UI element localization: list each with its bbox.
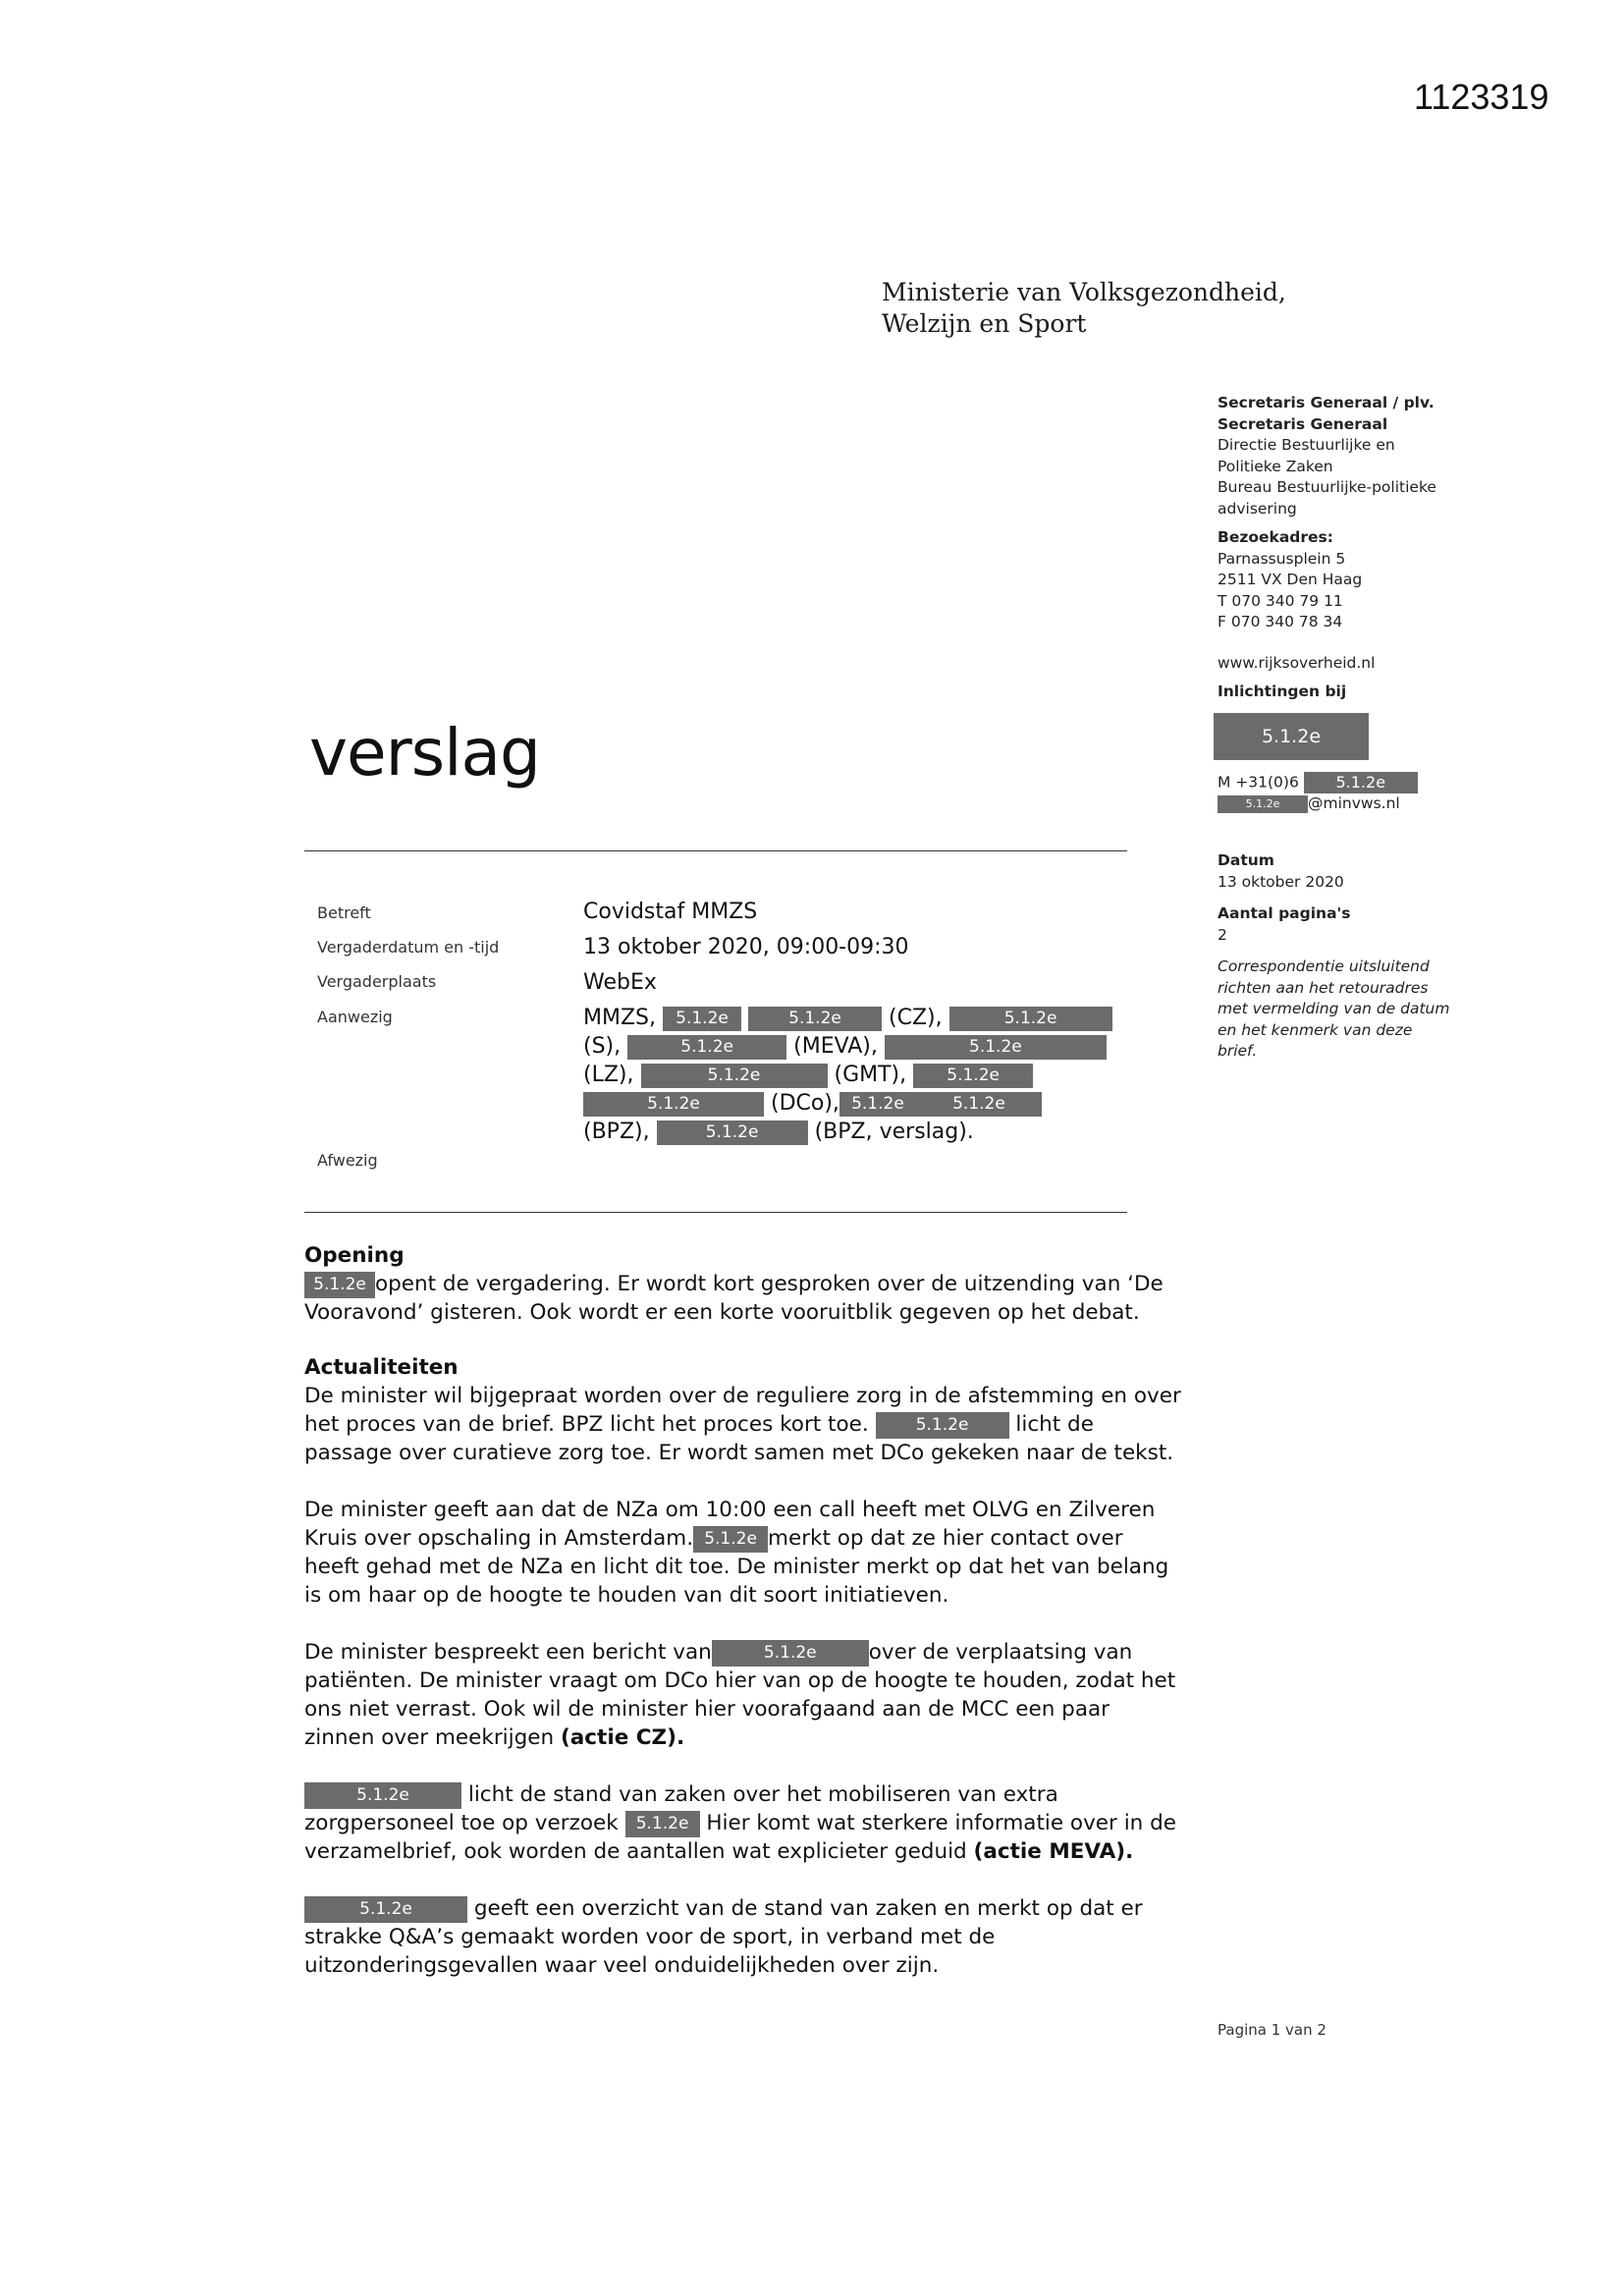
- attendee-text: (BPZ),: [583, 1120, 650, 1144]
- sidebar-email: [1218, 793, 1473, 815]
- redaction-email: 5.1.2e: [1218, 795, 1308, 813]
- subject-label: Betreft: [317, 903, 371, 922]
- note-line: en het kenmerk van deze: [1218, 1020, 1413, 1039]
- redaction: 5.1.2e: [304, 1896, 467, 1923]
- email-suffix: @minvws.nl: [1308, 794, 1400, 812]
- redaction: 5.1.2e: [657, 1121, 808, 1145]
- section-heading: Opening: [304, 1243, 405, 1268]
- website-link[interactable]: www.rijksoverheid.nl: [1218, 653, 1376, 672]
- body-line: uitzonderingsgevallen waar veel onduidelijkheden over zijn.: [304, 1953, 940, 1978]
- sidebar-department: [1218, 393, 1473, 703]
- sub-line: Bureau Bestuurlijke-politieke: [1218, 478, 1436, 496]
- sub-line: Directie Bestuurlijke en: [1218, 436, 1395, 454]
- datetime-label: Vergaderdatum en -tijd: [317, 938, 500, 957]
- redaction-contact-name: 5.1.2e: [1214, 713, 1369, 760]
- note-line: met vermelding van de datum: [1218, 1000, 1450, 1017]
- correspondence-note: [1218, 957, 1473, 1063]
- body-line: licht de: [1015, 1412, 1094, 1437]
- date-value: 13 oktober 2020: [1218, 872, 1344, 891]
- redaction: 5.1.2e: [663, 1007, 741, 1031]
- redaction: 5.1.2e: [876, 1412, 1009, 1439]
- info-label: Inlichtingen bij: [1218, 683, 1347, 700]
- body-line: licht de stand van zaken over het mobiliseren van extra: [467, 1782, 1058, 1807]
- body-line: ons niet verrast. Ook wil de minister hier voorafgaand aan de MCC een paar: [304, 1697, 1110, 1722]
- dept-line: Secretaris Generaal: [1218, 414, 1388, 433]
- opening-section: [304, 1241, 1208, 1327]
- present-label: Aanwezig: [317, 1008, 393, 1026]
- body-line: opent de vergadering. Er wordt kort gesproken over de uitzending van ‘De: [375, 1272, 1164, 1296]
- attendee-text: (LZ),: [583, 1063, 634, 1087]
- redaction: 5.1.2e: [949, 1007, 1112, 1031]
- body-line: Vooravond’ gisteren. Ook wordt er een korte vooruitblik gegeven op het debat.: [304, 1300, 1140, 1325]
- body-line: patiënten. De minister vraagt om DCo hier van op de hoogte te houden, zodat het: [304, 1668, 1176, 1693]
- address-line: Parnassusplein 5: [1218, 549, 1346, 568]
- attendee-text: (BPZ, verslag).: [814, 1120, 974, 1144]
- redaction: 5.1.2e: [913, 1064, 1033, 1088]
- redaction: 5.1.2e: [641, 1064, 828, 1088]
- attendees-list: [583, 1004, 1133, 1146]
- pages-label: Aantal pagina's: [1218, 904, 1351, 922]
- mobile-prefix: M +31(0)6: [1218, 773, 1299, 792]
- body-line: zorgpersoneel toe op verzoek: [304, 1811, 619, 1835]
- dept-line: Secretaris Generaal / plv.: [1218, 394, 1435, 411]
- attendee-text: MMZS,: [583, 1006, 656, 1030]
- attendee-text: (GMT),: [834, 1063, 907, 1087]
- absent-label: Afwezig: [317, 1151, 378, 1170]
- redaction: 5.1.2e: [693, 1526, 768, 1553]
- redaction: 5.1.2e: [916, 1092, 1042, 1117]
- redaction: 5.1.2e: [304, 1272, 375, 1298]
- attendee-text: (CZ),: [889, 1006, 943, 1030]
- place-label: Vergaderplaats: [317, 972, 437, 991]
- subject-value: Covidstaf MMZS: [583, 900, 758, 924]
- ministry-line-2: Welzijn en Sport: [882, 309, 1087, 338]
- page-number: Pagina 1 van 2: [1218, 2021, 1326, 2039]
- attendee-text: (MEVA),: [793, 1034, 878, 1059]
- attendee-text: (S),: [583, 1034, 622, 1059]
- divider-top: [304, 850, 1127, 851]
- redaction: 5.1.2e: [748, 1007, 882, 1031]
- body-line: Hier komt wat sterkere informatie over in de: [706, 1811, 1176, 1835]
- ministry-line-1: Ministerie van Volksgezondheid,: [882, 278, 1286, 306]
- sub-line: Politieke Zaken: [1218, 457, 1333, 475]
- sidebar-mobile: [1218, 772, 1473, 793]
- address-line: F 070 340 78 34: [1218, 613, 1343, 630]
- redaction: 5.1.2e: [885, 1035, 1107, 1060]
- note-line: Correspondentie uitsluitend: [1218, 957, 1430, 975]
- datetime-value: 13 oktober 2020, 09:00-09:30: [583, 935, 909, 959]
- body-line: passage over curatieve zorg toe. Er wordt samen met DCo gekeken naar de tekst.: [304, 1441, 1174, 1465]
- note-line: brief.: [1218, 1042, 1258, 1060]
- note-line: richten aan het retouradres: [1218, 978, 1429, 997]
- body-line: merkt op dat ze hier contact over: [768, 1526, 1123, 1551]
- pages-value: 2: [1218, 925, 1227, 944]
- body-line: De minister geeft aan dat de NZa om 10:00 een call heeft met OLVG en Zilveren: [304, 1498, 1156, 1522]
- redaction: 5.1.2e: [712, 1640, 869, 1667]
- body-line: De minister wil bijgepraat worden over de reguliere zorg in de afstemming en over: [304, 1384, 1181, 1408]
- redaction: 5.1.2e: [839, 1092, 916, 1117]
- body-line: zinnen over meekrijgen: [304, 1725, 555, 1750]
- ministry-logo-text: [882, 277, 1286, 340]
- visit-label: Bezoekadres:: [1218, 528, 1333, 546]
- redaction: 5.1.2e: [627, 1035, 786, 1060]
- document-id: 1123319: [1414, 77, 1549, 117]
- body-line: Kruis over opschaling in Amsterdam.: [304, 1526, 694, 1551]
- body-line: geeft een overzicht van de stand van zaken en merkt op dat er: [473, 1896, 1143, 1921]
- redaction-mobile: 5.1.2e: [1304, 772, 1418, 793]
- body-line: het proces van de brief. BPZ licht het proces kort toe.: [304, 1412, 869, 1437]
- address-line: 2511 VX Den Haag: [1218, 571, 1363, 588]
- redaction: 5.1.2e: [625, 1811, 700, 1837]
- divider-bottom: [304, 1212, 1127, 1213]
- redaction: 5.1.2e: [583, 1092, 764, 1117]
- action-tag: (actie MEVA).: [973, 1839, 1134, 1864]
- place-value: WebEx: [583, 970, 657, 995]
- sidebar-date: [1218, 850, 1473, 1063]
- address-line: T 070 340 79 11: [1218, 591, 1343, 610]
- body-line: heeft gehad met de NZa en licht dit toe. De minister merkt op dat het van belang: [304, 1555, 1169, 1579]
- attendee-text: (DCo),: [771, 1091, 839, 1116]
- action-tag: (actie CZ).: [560, 1725, 685, 1750]
- body-line: strakke Q&A’s gemaakt worden voor de sport, in verband met de: [304, 1925, 996, 1949]
- redaction: 5.1.2e: [304, 1782, 461, 1809]
- section-heading: Actualiteiten: [304, 1355, 459, 1380]
- body-line: verzamelbrief, ook worden de aantallen wat explicieter geduid: [304, 1839, 967, 1864]
- actualiteiten-section: [304, 1353, 1208, 1980]
- body-line: over de verplaatsing van: [868, 1640, 1133, 1665]
- date-label: Datum: [1218, 851, 1274, 869]
- sub-line: advisering: [1218, 499, 1297, 518]
- body-line: De minister bespreekt een bericht van: [304, 1640, 712, 1665]
- body-line: is om haar op de hoogte te houden van dit soort initiatieven.: [304, 1583, 949, 1608]
- document-title: verslag: [309, 715, 540, 791]
